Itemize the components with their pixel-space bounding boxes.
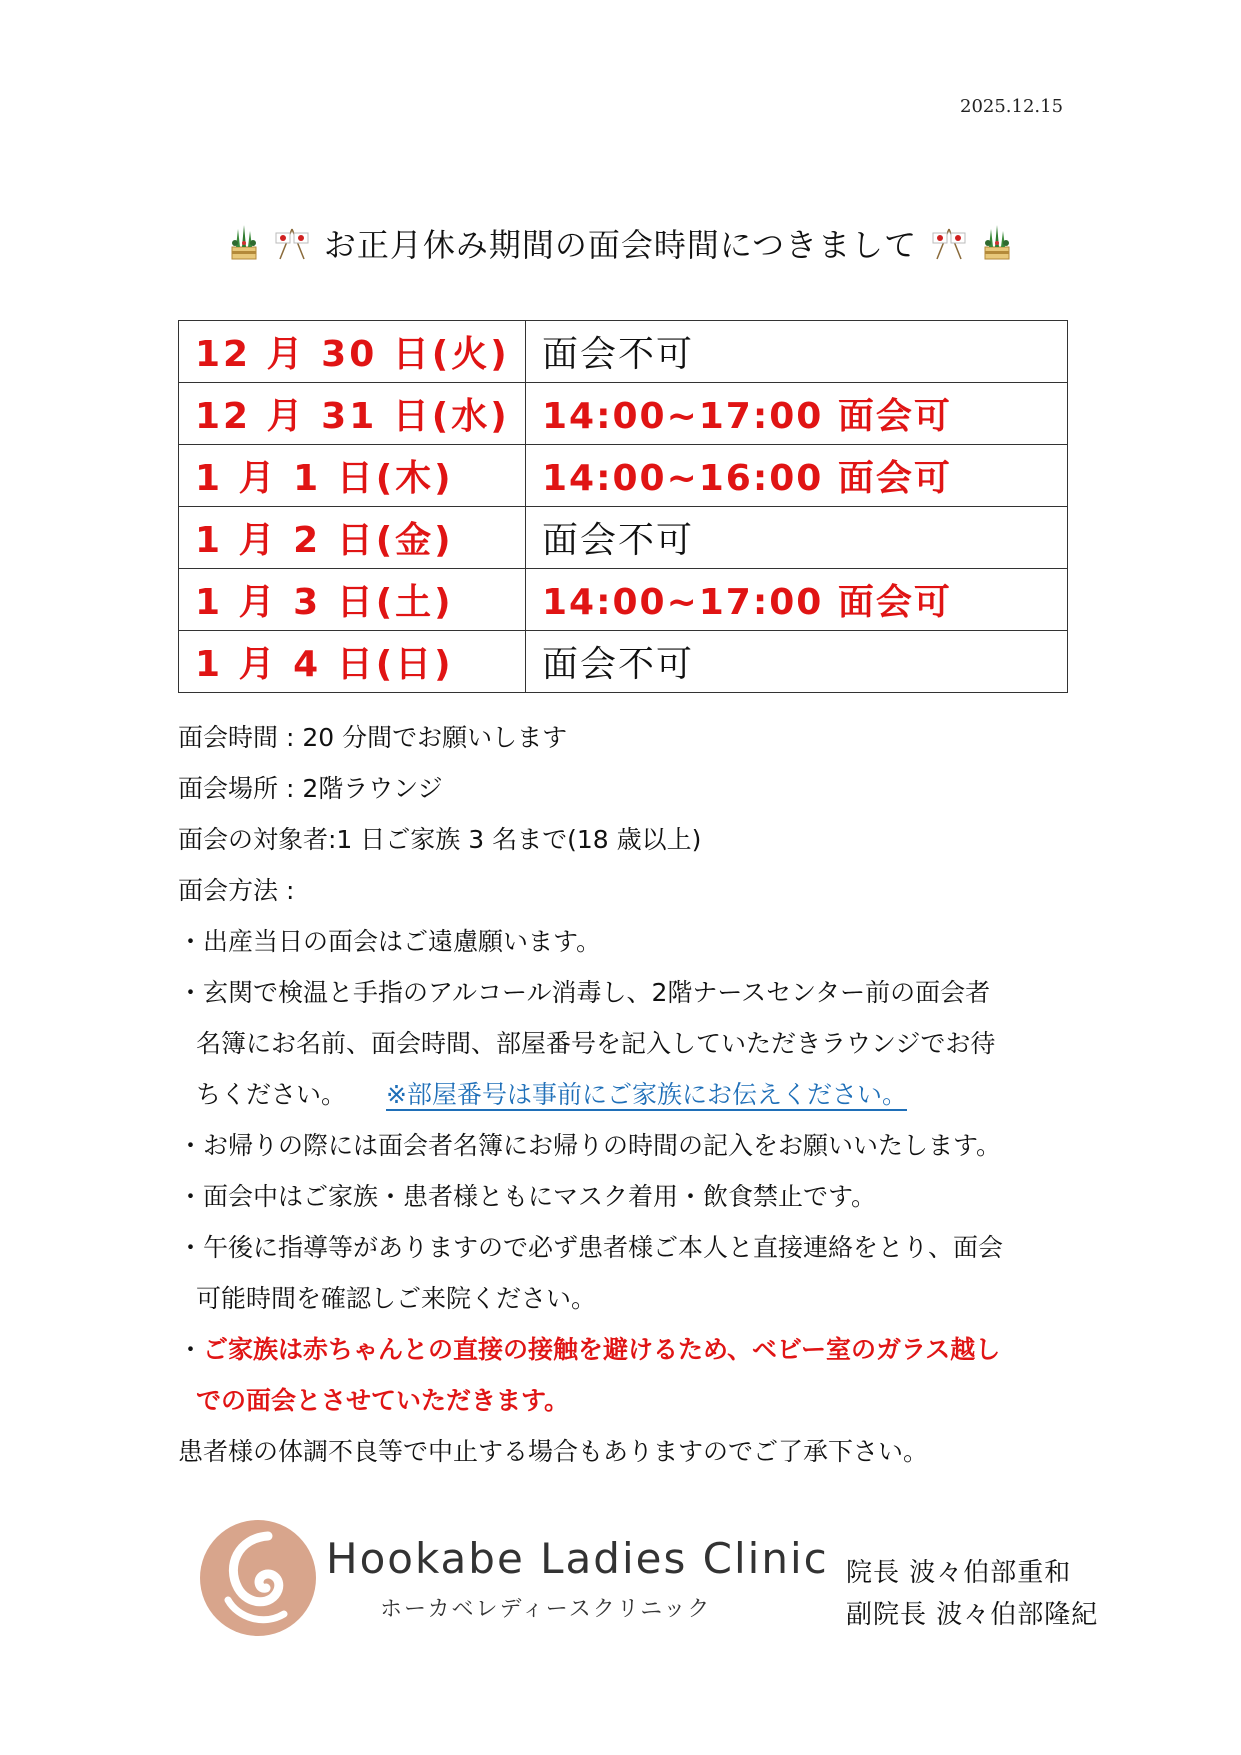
rule-item: ・午後に指導等がありますので必ず患者様ご本人と直接連絡をとり、面会 [178,1233,1004,1262]
schedule-date: 12 月 31 日(水) [179,383,526,445]
table-row [179,569,1068,631]
visiting-place: 面会場所 : 2階ラウンジ [178,774,443,803]
crossed-flags-icon [929,223,969,263]
visiting-time: 面会時間 : 20 分間でお願いします [178,723,568,752]
visiting-info [178,712,1003,1477]
rule-item-continued: 名簿にお名前、面会時間、部屋番号を記入していただきラウンジでお待 [196,1029,996,1058]
rule-item-continued: 可能時間を確認しご来院ください。 [196,1284,597,1313]
bullet: ・ [178,1335,204,1364]
clinic-logo [198,1518,318,1638]
rule-text: ちください。 [196,1080,347,1109]
schedule-status: 14:00~17:00 面会可 [526,569,1068,631]
schedule-date: 1 月 2 日(金) [179,507,526,569]
table-row [179,631,1068,693]
closing-note: 患者様の体調不良等で中止する場合もありますのでご了承下さい。 [178,1437,929,1466]
visiting-method: 面会方法 : [178,876,295,905]
clinic-name: Hookabe Ladies Clinic [326,1534,829,1583]
document-date: 2025.12.15 [960,96,1064,117]
table-row [179,445,1068,507]
room-number-note: ※部屋番号は事前にご家族にお伝えください。 [386,1080,907,1109]
schedule-status: 14:00~16:00 面会可 [526,445,1068,507]
rule-item: ・玄関で検温と手指のアルコール消毒し、2階ナースセンター前の面会者 [178,978,991,1007]
schedule-status: 14:00~17:00 面会可 [526,383,1068,445]
schedule-date: 1 月 4 日(日) [179,631,526,693]
kadomatsu-icon [977,223,1017,263]
schedule-status: 面会不可 [526,507,1068,569]
visiting-target: 面会の対象者:1 日ご家族 3 名まで(18 歳以上) [178,825,702,854]
table-row [179,383,1068,445]
important-text: ご家族は赤ちゃんとの直接の接触を避けるため、ベビー室のガラス越し [203,1335,1001,1364]
clinic-name-kana: ホーカベレディースクリニック [380,1597,712,1622]
vice-director-name: 副院長 波々伯部隆紀 [846,1600,1099,1630]
crossed-flags-icon [272,223,312,263]
schedule-date: 1 月 1 日(木) [179,445,526,507]
table-row [179,507,1068,569]
schedule-status: 面会不可 [526,321,1068,383]
visiting-schedule-table [178,320,1068,693]
important-text: での面会とさせていただきます。 [196,1386,570,1415]
rule-item: ・面会中はご家族・患者様ともにマスク着用・飲食禁止です。 [178,1182,877,1211]
rule-item: ・お帰りの際には面会者名簿にお帰りの時間の記入をお願いいたします。 [178,1131,1002,1160]
page-title: お正月休み期間の面会時間につきまして [323,226,918,264]
rule-item: ・出産当日の面会はご遠慮願います。 [178,927,602,956]
rule-item-continued [178,1069,1003,1120]
schedule-status: 面会不可 [526,631,1068,693]
kadomatsu-icon [224,223,264,263]
schedule-date: 12 月 30 日(火) [179,321,526,383]
table-row [179,321,1068,383]
schedule-date: 1 月 3 日(土) [179,569,526,631]
director-name: 院長 波々伯部重和 [846,1558,1072,1588]
title-row [0,220,1241,266]
rule-item-important [178,1324,1003,1375]
